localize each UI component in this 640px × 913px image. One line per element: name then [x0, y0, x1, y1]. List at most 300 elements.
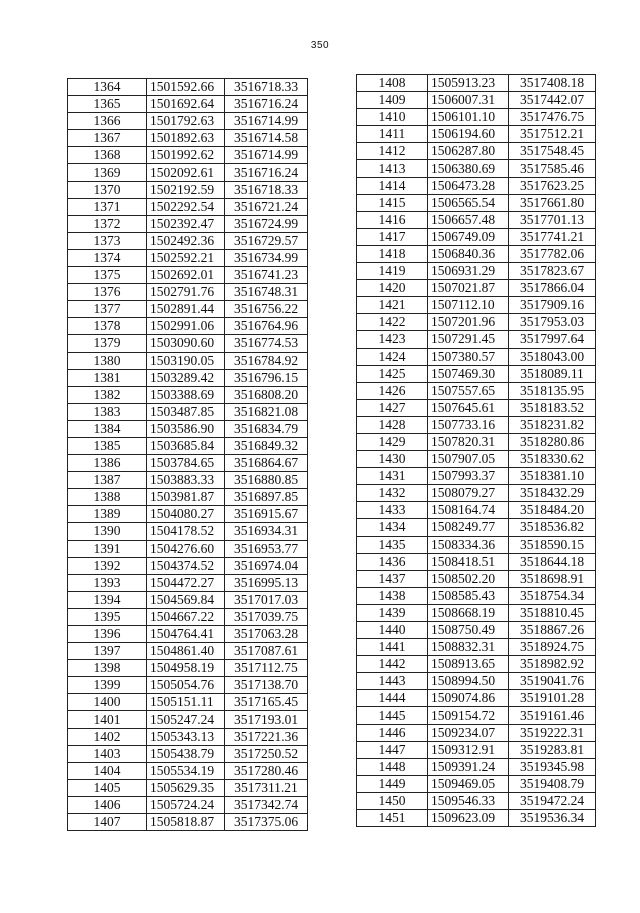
point-id-cell: 1416 [357, 211, 428, 228]
x-coordinate-cell: 1504080.27 [147, 506, 225, 523]
point-id-cell: 1386 [68, 455, 147, 472]
x-coordinate-cell: 1509546.33 [428, 792, 509, 809]
table-row [357, 126, 596, 143]
table-row [357, 758, 596, 775]
x-coordinate-cell: 1509469.05 [428, 775, 509, 792]
x-coordinate-cell: 1504958.19 [147, 660, 225, 677]
table-row [357, 348, 596, 365]
y-coordinate-cell: 3518089.11 [509, 365, 596, 382]
table-row [68, 181, 308, 198]
point-id-cell: 1406 [68, 796, 147, 813]
x-coordinate-cell: 1502891.44 [147, 301, 225, 318]
table-row [68, 796, 308, 813]
x-coordinate-cell: 1502192.59 [147, 181, 225, 198]
y-coordinate-cell: 3518231.82 [509, 416, 596, 433]
y-coordinate-cell: 3519345.98 [509, 758, 596, 775]
table-row [68, 523, 308, 540]
x-coordinate-cell: 1508750.49 [428, 622, 509, 639]
x-coordinate-cell: 1506657.48 [428, 211, 509, 228]
table-row [357, 451, 596, 468]
table-row [68, 113, 308, 130]
x-coordinate-cell: 1501892.63 [147, 130, 225, 147]
x-coordinate-cell: 1505534.19 [147, 762, 225, 779]
table-row [68, 215, 308, 232]
table-row [357, 622, 596, 639]
x-coordinate-cell: 1502292.54 [147, 198, 225, 215]
coordinate-table-left [67, 78, 308, 831]
point-id-cell: 1368 [68, 147, 147, 164]
x-coordinate-cell: 1503586.90 [147, 420, 225, 437]
x-coordinate-cell: 1504472.27 [147, 574, 225, 591]
x-coordinate-cell: 1505913.23 [428, 75, 509, 92]
y-coordinate-cell: 3518924.75 [509, 639, 596, 656]
table-row [68, 574, 308, 591]
table-row [357, 775, 596, 792]
x-coordinate-cell: 1508994.50 [428, 673, 509, 690]
y-coordinate-cell: 3517442.07 [509, 92, 596, 109]
table-row [68, 557, 308, 574]
x-coordinate-cell: 1508832.31 [428, 639, 509, 656]
point-id-cell: 1428 [357, 416, 428, 433]
y-coordinate-cell: 3516953.77 [225, 540, 308, 557]
x-coordinate-cell: 1508668.19 [428, 604, 509, 621]
y-coordinate-cell: 3517165.45 [225, 694, 308, 711]
x-coordinate-cell: 1506194.60 [428, 126, 509, 143]
x-coordinate-cell: 1506931.29 [428, 263, 509, 280]
x-coordinate-cell: 1507907.05 [428, 451, 509, 468]
table-row [68, 472, 308, 489]
y-coordinate-cell: 3518867.26 [509, 622, 596, 639]
y-coordinate-cell: 3517548.45 [509, 143, 596, 160]
point-id-cell: 1394 [68, 591, 147, 608]
x-coordinate-cell: 1503388.69 [147, 386, 225, 403]
x-coordinate-cell: 1504569.84 [147, 591, 225, 608]
table-row [68, 352, 308, 369]
y-coordinate-cell: 3516834.79 [225, 420, 308, 437]
x-coordinate-cell: 1505247.24 [147, 711, 225, 728]
point-id-cell: 1371 [68, 198, 147, 215]
y-coordinate-cell: 3518043.00 [509, 348, 596, 365]
table-row [357, 228, 596, 245]
x-coordinate-cell: 1508418.51 [428, 553, 509, 570]
x-coordinate-cell: 1501992.62 [147, 147, 225, 164]
table-row [357, 570, 596, 587]
point-id-cell: 1387 [68, 472, 147, 489]
table-row [68, 232, 308, 249]
y-coordinate-cell: 3516724.99 [225, 215, 308, 232]
table-row [357, 741, 596, 758]
y-coordinate-cell: 3518810.45 [509, 604, 596, 621]
y-coordinate-cell: 3516880.85 [225, 472, 308, 489]
x-coordinate-cell: 1507291.45 [428, 331, 509, 348]
table-row [357, 536, 596, 553]
y-coordinate-cell: 3516714.99 [225, 113, 308, 130]
x-coordinate-cell: 1503784.65 [147, 455, 225, 472]
x-coordinate-cell: 1506101.10 [428, 109, 509, 126]
x-coordinate-cell: 1501792.63 [147, 113, 225, 130]
y-coordinate-cell: 3517585.46 [509, 160, 596, 177]
y-coordinate-cell: 3516796.15 [225, 369, 308, 386]
point-id-cell: 1432 [357, 485, 428, 502]
x-coordinate-cell: 1508502.20 [428, 570, 509, 587]
y-coordinate-cell: 3519408.79 [509, 775, 596, 792]
point-id-cell: 1447 [357, 741, 428, 758]
y-coordinate-cell: 3516864.67 [225, 455, 308, 472]
point-id-cell: 1385 [68, 437, 147, 454]
y-coordinate-cell: 3516734.99 [225, 249, 308, 266]
x-coordinate-cell: 1502991.06 [147, 318, 225, 335]
x-coordinate-cell: 1508249.77 [428, 519, 509, 536]
x-coordinate-cell: 1509074.86 [428, 690, 509, 707]
point-id-cell: 1413 [357, 160, 428, 177]
point-id-cell: 1404 [68, 762, 147, 779]
x-coordinate-cell: 1505629.35 [147, 779, 225, 796]
table-row [68, 506, 308, 523]
table-row [357, 673, 596, 690]
table-row [357, 109, 596, 126]
table-row [68, 130, 308, 147]
y-coordinate-cell: 3518432.29 [509, 485, 596, 502]
table-row [68, 779, 308, 796]
x-coordinate-cell: 1508585.43 [428, 587, 509, 604]
y-coordinate-cell: 3518536.82 [509, 519, 596, 536]
point-id-cell: 1422 [357, 314, 428, 331]
point-id-cell: 1397 [68, 643, 147, 660]
table-row [357, 519, 596, 536]
y-coordinate-cell: 3516756.22 [225, 301, 308, 318]
table-row [357, 485, 596, 502]
x-coordinate-cell: 1506565.54 [428, 194, 509, 211]
point-id-cell: 1423 [357, 331, 428, 348]
table-row [357, 314, 596, 331]
table-row [357, 160, 596, 177]
table-row [357, 792, 596, 809]
y-coordinate-cell: 3517866.04 [509, 280, 596, 297]
point-id-cell: 1446 [357, 724, 428, 741]
x-coordinate-cell: 1505151.11 [147, 694, 225, 711]
coordinate-table-left-body [68, 79, 308, 831]
x-coordinate-cell: 1507733.16 [428, 416, 509, 433]
x-coordinate-cell: 1505818.87 [147, 814, 225, 831]
x-coordinate-cell: 1503883.33 [147, 472, 225, 489]
point-id-cell: 1392 [68, 557, 147, 574]
y-coordinate-cell: 3519283.81 [509, 741, 596, 758]
table-row [68, 335, 308, 352]
table-row [357, 92, 596, 109]
point-id-cell: 1401 [68, 711, 147, 728]
point-id-cell: 1424 [357, 348, 428, 365]
x-coordinate-cell: 1503090.60 [147, 335, 225, 352]
y-coordinate-cell: 3517193.01 [225, 711, 308, 728]
y-coordinate-cell: 3516718.33 [225, 79, 308, 96]
x-coordinate-cell: 1507820.31 [428, 433, 509, 450]
point-id-cell: 1396 [68, 626, 147, 643]
table-row [68, 814, 308, 831]
y-coordinate-cell: 3516716.24 [225, 96, 308, 113]
point-id-cell: 1410 [357, 109, 428, 126]
y-coordinate-cell: 3516849.32 [225, 437, 308, 454]
y-coordinate-cell: 3517909.16 [509, 297, 596, 314]
point-id-cell: 1379 [68, 335, 147, 352]
table-row [68, 147, 308, 164]
table-row [357, 433, 596, 450]
point-id-cell: 1374 [68, 249, 147, 266]
y-coordinate-cell: 3519041.76 [509, 673, 596, 690]
x-coordinate-cell: 1506380.69 [428, 160, 509, 177]
point-id-cell: 1381 [68, 369, 147, 386]
point-id-cell: 1370 [68, 181, 147, 198]
table-row [357, 502, 596, 519]
table-row [68, 386, 308, 403]
table-row [357, 331, 596, 348]
x-coordinate-cell: 1509234.07 [428, 724, 509, 741]
table-row [68, 455, 308, 472]
table-row [68, 301, 308, 318]
table-row [68, 198, 308, 215]
table-row [68, 694, 308, 711]
y-coordinate-cell: 3516714.58 [225, 130, 308, 147]
x-coordinate-cell: 1503289.42 [147, 369, 225, 386]
point-id-cell: 1405 [68, 779, 147, 796]
x-coordinate-cell: 1509312.91 [428, 741, 509, 758]
y-coordinate-cell: 3518698.91 [509, 570, 596, 587]
x-coordinate-cell: 1503981.87 [147, 489, 225, 506]
y-coordinate-cell: 3516897.85 [225, 489, 308, 506]
table-row [357, 382, 596, 399]
point-id-cell: 1364 [68, 79, 147, 96]
y-coordinate-cell: 3517375.06 [225, 814, 308, 831]
table-row [357, 263, 596, 280]
point-id-cell: 1436 [357, 553, 428, 570]
x-coordinate-cell: 1502692.01 [147, 267, 225, 284]
table-row [357, 656, 596, 673]
x-coordinate-cell: 1507557.65 [428, 382, 509, 399]
table-row [357, 365, 596, 382]
table-row [357, 297, 596, 314]
table-row [357, 177, 596, 194]
y-coordinate-cell: 3516729.57 [225, 232, 308, 249]
point-id-cell: 1427 [357, 399, 428, 416]
table-row [357, 639, 596, 656]
table-row [357, 810, 596, 827]
point-id-cell: 1441 [357, 639, 428, 656]
x-coordinate-cell: 1504764.41 [147, 626, 225, 643]
point-id-cell: 1389 [68, 506, 147, 523]
point-id-cell: 1443 [357, 673, 428, 690]
table-row [68, 284, 308, 301]
x-coordinate-cell: 1509391.24 [428, 758, 509, 775]
x-coordinate-cell: 1502592.21 [147, 249, 225, 266]
point-id-cell: 1442 [357, 656, 428, 673]
table-row [68, 591, 308, 608]
table-row [357, 194, 596, 211]
point-id-cell: 1377 [68, 301, 147, 318]
x-coordinate-cell: 1504178.52 [147, 523, 225, 540]
point-id-cell: 1399 [68, 677, 147, 694]
table-row [68, 249, 308, 266]
table-row [357, 143, 596, 160]
table-row [357, 416, 596, 433]
y-coordinate-cell: 3517280.46 [225, 762, 308, 779]
x-coordinate-cell: 1507993.37 [428, 468, 509, 485]
point-id-cell: 1433 [357, 502, 428, 519]
y-coordinate-cell: 3516808.20 [225, 386, 308, 403]
x-coordinate-cell: 1507380.57 [428, 348, 509, 365]
point-id-cell: 1438 [357, 587, 428, 604]
point-id-cell: 1421 [357, 297, 428, 314]
table-row [68, 745, 308, 762]
table-row [357, 724, 596, 741]
y-coordinate-cell: 3516716.24 [225, 164, 308, 181]
x-coordinate-cell: 1506287.80 [428, 143, 509, 160]
x-coordinate-cell: 1507469.30 [428, 365, 509, 382]
x-coordinate-cell: 1505724.24 [147, 796, 225, 813]
point-id-cell: 1425 [357, 365, 428, 382]
y-coordinate-cell: 3516741.23 [225, 267, 308, 284]
table-row [357, 707, 596, 724]
y-coordinate-cell: 3518280.86 [509, 433, 596, 450]
y-coordinate-cell: 3519222.31 [509, 724, 596, 741]
y-coordinate-cell: 3518484.20 [509, 502, 596, 519]
point-id-cell: 1380 [68, 352, 147, 369]
table-row [68, 489, 308, 506]
y-coordinate-cell: 3518183.52 [509, 399, 596, 416]
y-coordinate-cell: 3517063.28 [225, 626, 308, 643]
x-coordinate-cell: 1506007.31 [428, 92, 509, 109]
table-row [68, 660, 308, 677]
point-id-cell: 1390 [68, 523, 147, 540]
point-id-cell: 1417 [357, 228, 428, 245]
point-id-cell: 1445 [357, 707, 428, 724]
y-coordinate-cell: 3516774.53 [225, 335, 308, 352]
table-row [68, 540, 308, 557]
x-coordinate-cell: 1508164.74 [428, 502, 509, 519]
y-coordinate-cell: 3516718.33 [225, 181, 308, 198]
table-row [68, 79, 308, 96]
y-coordinate-cell: 3516821.08 [225, 403, 308, 420]
point-id-cell: 1384 [68, 420, 147, 437]
x-coordinate-cell: 1509623.09 [428, 810, 509, 827]
y-coordinate-cell: 3519161.46 [509, 707, 596, 724]
page-number: 350 [310, 40, 330, 51]
point-id-cell: 1365 [68, 96, 147, 113]
point-id-cell: 1403 [68, 745, 147, 762]
y-coordinate-cell: 3517701.13 [509, 211, 596, 228]
x-coordinate-cell: 1506473.28 [428, 177, 509, 194]
point-id-cell: 1448 [357, 758, 428, 775]
point-id-cell: 1393 [68, 574, 147, 591]
point-id-cell: 1400 [68, 694, 147, 711]
table-row [68, 369, 308, 386]
point-id-cell: 1415 [357, 194, 428, 211]
point-id-cell: 1375 [68, 267, 147, 284]
y-coordinate-cell: 3517661.80 [509, 194, 596, 211]
x-coordinate-cell: 1503487.85 [147, 403, 225, 420]
point-id-cell: 1378 [68, 318, 147, 335]
table-row [357, 553, 596, 570]
point-id-cell: 1376 [68, 284, 147, 301]
point-id-cell: 1372 [68, 215, 147, 232]
table-row [357, 211, 596, 228]
x-coordinate-cell: 1506749.09 [428, 228, 509, 245]
y-coordinate-cell: 3519101.28 [509, 690, 596, 707]
point-id-cell: 1437 [357, 570, 428, 587]
x-coordinate-cell: 1501592.66 [147, 79, 225, 96]
y-coordinate-cell: 3516995.13 [225, 574, 308, 591]
x-coordinate-cell: 1506840.36 [428, 245, 509, 262]
y-coordinate-cell: 3516934.31 [225, 523, 308, 540]
table-row [357, 690, 596, 707]
y-coordinate-cell: 3518754.34 [509, 587, 596, 604]
point-id-cell: 1366 [68, 113, 147, 130]
x-coordinate-cell: 1502492.36 [147, 232, 225, 249]
point-id-cell: 1419 [357, 263, 428, 280]
point-id-cell: 1412 [357, 143, 428, 160]
table-row [68, 762, 308, 779]
point-id-cell: 1409 [357, 92, 428, 109]
table-row [68, 318, 308, 335]
point-id-cell: 1439 [357, 604, 428, 621]
table-row [68, 437, 308, 454]
x-coordinate-cell: 1505054.76 [147, 677, 225, 694]
y-coordinate-cell: 3518590.15 [509, 536, 596, 553]
point-id-cell: 1408 [357, 75, 428, 92]
point-id-cell: 1402 [68, 728, 147, 745]
x-coordinate-cell: 1507201.96 [428, 314, 509, 331]
point-id-cell: 1395 [68, 608, 147, 625]
y-coordinate-cell: 3516748.31 [225, 284, 308, 301]
y-coordinate-cell: 3518644.18 [509, 553, 596, 570]
x-coordinate-cell: 1507645.61 [428, 399, 509, 416]
x-coordinate-cell: 1504861.40 [147, 643, 225, 660]
y-coordinate-cell: 3517087.61 [225, 643, 308, 660]
y-coordinate-cell: 3517112.75 [225, 660, 308, 677]
point-id-cell: 1429 [357, 433, 428, 450]
x-coordinate-cell: 1502791.76 [147, 284, 225, 301]
table-row [68, 711, 308, 728]
point-id-cell: 1444 [357, 690, 428, 707]
point-id-cell: 1407 [68, 814, 147, 831]
x-coordinate-cell: 1504667.22 [147, 608, 225, 625]
y-coordinate-cell: 3518330.62 [509, 451, 596, 468]
x-coordinate-cell: 1507021.87 [428, 280, 509, 297]
y-coordinate-cell: 3516764.96 [225, 318, 308, 335]
point-id-cell: 1435 [357, 536, 428, 553]
point-id-cell: 1373 [68, 232, 147, 249]
y-coordinate-cell: 3517512.21 [509, 126, 596, 143]
y-coordinate-cell: 3517221.36 [225, 728, 308, 745]
y-coordinate-cell: 3517138.70 [225, 677, 308, 694]
table-row [357, 280, 596, 297]
table-row [68, 420, 308, 437]
y-coordinate-cell: 3516721.24 [225, 198, 308, 215]
y-coordinate-cell: 3517741.21 [509, 228, 596, 245]
table-row [68, 643, 308, 660]
point-id-cell: 1434 [357, 519, 428, 536]
y-coordinate-cell: 3517997.64 [509, 331, 596, 348]
point-id-cell: 1450 [357, 792, 428, 809]
point-id-cell: 1369 [68, 164, 147, 181]
table-row [357, 587, 596, 604]
x-coordinate-cell: 1502092.61 [147, 164, 225, 181]
table-row [357, 399, 596, 416]
table-row [68, 626, 308, 643]
x-coordinate-cell: 1504374.52 [147, 557, 225, 574]
y-coordinate-cell: 3516915.67 [225, 506, 308, 523]
table-row [357, 245, 596, 262]
x-coordinate-cell: 1509154.72 [428, 707, 509, 724]
y-coordinate-cell: 3517342.74 [225, 796, 308, 813]
